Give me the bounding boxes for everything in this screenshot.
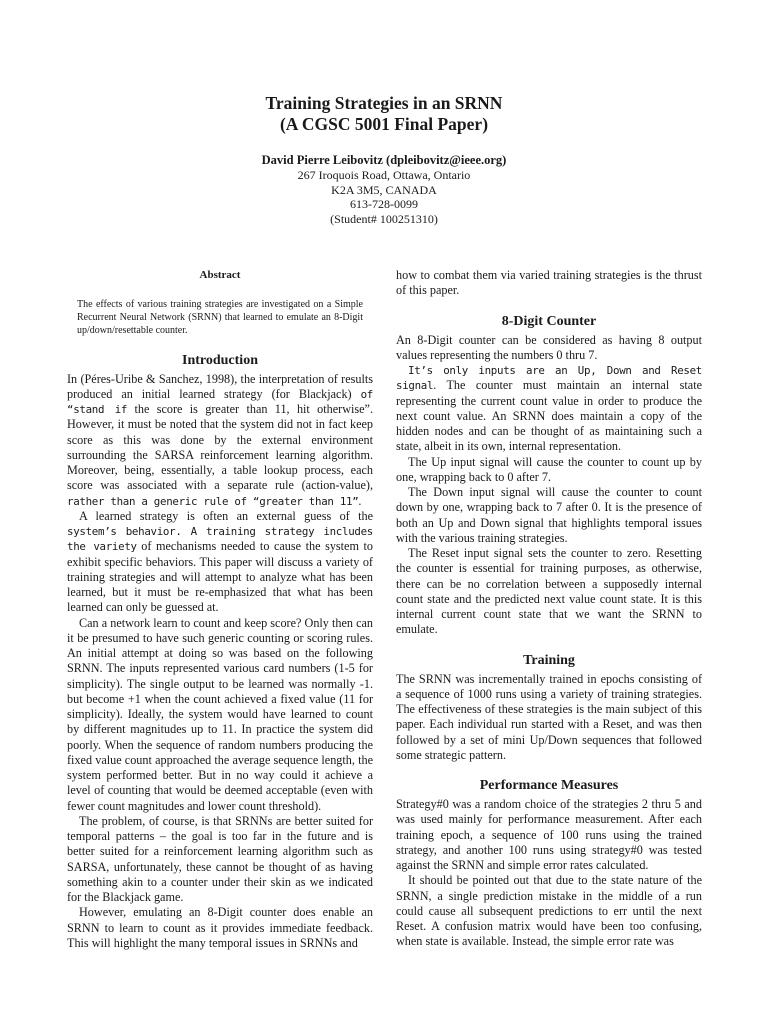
title-line-2: (A CGSC 5001 Final Paper) <box>279 114 489 134</box>
intro-p1-text-a: In (Péres-Uribe & Sanchez, 1998), the interpretation of results produced an initial learned strategy (for Blackjack) <box>67 371 373 401</box>
intro-paragraph-3: Can a network learn to count and keep score? Only then can it be presumed to have such generic counting or scoring rules. An initial attempt at doing so was based on the following SRNN. The inputs represented various card numbers (1-5 for simplicity). The single output to be learned was normally -1. but become +1 when the count achieved a fixed value (11 for simplicity). Ideally, the system would have learned to count by different magnitudes up to 11. In practice the system did poorly. When the sequence of random numbers producing the fixed value count approached the average sequence length, the system performed better. But in no way could it achieve a level of counting that would be deemed acceptable (even with fewer count magnitudes and lower count threshold). <box>67 615 373 813</box>
performance-paragraph-1: Strategy#0 was a random choice of the strategies 2 thru 5 and was used mainly for performance measurement. After each training epoch, a sequence of 100 runs using the trained strategy, and another 100 runs using strategy#0 was tested against the SRNN and simple error rates calculated. <box>396 797 702 872</box>
counter-p2-text: . The counter must maintain an internal state representing the current count value in order to produce the next count value. An SRNN does maintain a copy of the hidden nodes and can be thought of as maintaining such a state, albeit in its own, internal representation. <box>396 378 702 454</box>
student-number: (Student# 100251310) <box>330 211 438 226</box>
phone-number: 613-728-0099 <box>350 197 418 212</box>
intro-p2-mono: system’s behavior. A training strategy includes the variety <box>67 525 373 554</box>
abstract-heading: Abstract <box>199 269 241 281</box>
counter-paragraph-4: The Down input signal will cause the counter to count down by one, wrapping back to 7 after 0. It is the presence of both an Up and Down signal that highlights temporal issues with the various training strategies. <box>396 485 702 545</box>
counter-paragraph-5: The Reset input signal sets the counter to zero. Resetting the counter is essential for training purposes, as otherwise, there can be no correlation between a supposedly internal count state and the predicted next value count state. It is this internal current count state that we want the SRNN to emulate. <box>396 546 702 637</box>
intro-paragraph-5: However, emulating an 8-Digit counter does enable an SRNN to learn to count as it provides immediate feedback. This will highlight the many temporal issues in SRNNs and <box>67 905 373 950</box>
paper-header <box>0 93 768 226</box>
paper-title <box>0 93 768 135</box>
intro-paragraph-2 <box>67 509 373 616</box>
introduction-heading: Introduction <box>182 352 258 368</box>
right-column <box>396 268 702 950</box>
intro-p1-mono-2: rather than a generic rule of “greater than 11” <box>67 494 359 508</box>
intro-paragraph-4: The problem, of course, is that SRNNs are better suited for temporal patterns – the goal is too far in the future and is better suited for a reinforcement learning algorithm such as SARSA, unfortunately, these cannot be thought of as having something akin to a counter under their skin as we indicated for the Blackjack game. <box>67 813 373 905</box>
counter-paragraph-1: An 8-Digit counter can be considered as having 8 output values representing the numbers 0 thru 7. <box>396 332 702 362</box>
intro-p1-text-c: . <box>358 493 362 508</box>
counter-p2-mono: It’s only inputs are an Up, Down and Reset signal <box>396 364 702 393</box>
intro-p2-text-a: A learned strategy is often an external guess of the <box>79 508 373 523</box>
continuation-paragraph: how to combat them via varied training strategies is the thrust of this paper. <box>396 268 702 298</box>
training-paragraph-1: The SRNN was incrementally trained in epochs consisting of a sequence of 1000 runs using a variety of training strategies. The effectiveness of these strategies is the main subject of this paper. Each individual run started with a Reset, and was then followed by a set of mini Up/Down sequences that followed some strategic pattern. <box>396 671 702 762</box>
intro-paragraph-1 <box>67 372 373 509</box>
intro-p1-mono-1: of “stand if <box>67 387 373 417</box>
author-name: David Pierre Leibovitz (dpleibovitz@ieee.org) <box>261 153 507 167</box>
counter-paragraph-2 <box>396 363 702 455</box>
counter-heading: 8-Digit Counter <box>501 313 597 329</box>
performance-paragraph-2: It should be pointed out that due to the state nature of the SRNN, a single prediction mistake in the middle of a run could cause all subsequent predictions to err until the next Reset. A confusion matrix would have been too confusing, when state is available. Instead, the simple error rate was <box>396 873 702 949</box>
title-line-1: Training Strategies in an SRNN <box>265 93 503 113</box>
performance-heading: Performance Measures <box>479 778 619 793</box>
abstract-text: The effects of various training strategies are investigated on a Simple Recurrent Neural Network (SRNN) that learned to emulate an 8-Digit up/down/resettable counter. <box>77 299 363 336</box>
address-line-2: K2A 3M5, CANADA <box>331 182 437 197</box>
training-heading: Training <box>523 652 575 668</box>
address-line-1: 267 Iroquois Road, Ottawa, Ontario <box>297 168 471 182</box>
intro-p1-text-b: the score is greater than 11, hit otherwise”. However, it must be noted that the system did not in fact keep score as this was done by the external environment surrounding the SARSA reinforcement learning algorithm. Moreover, being, essentially, a table lookup process, each score was associated with a separate rule (action-value), <box>67 402 373 493</box>
counter-paragraph-3: The Up input signal will cause the counter to count up by one, wrapping back to 0 after 7. <box>396 454 702 484</box>
left-column <box>67 268 373 951</box>
intro-p2-text-b: of mechanisms needed to cause the system to exhibit specific behaviors. This paper will discuss a variety of training strategies and will attempt to analyze what has been learned, but it must be re-emphasized that what has been learned can only be guessed at. <box>67 539 373 615</box>
